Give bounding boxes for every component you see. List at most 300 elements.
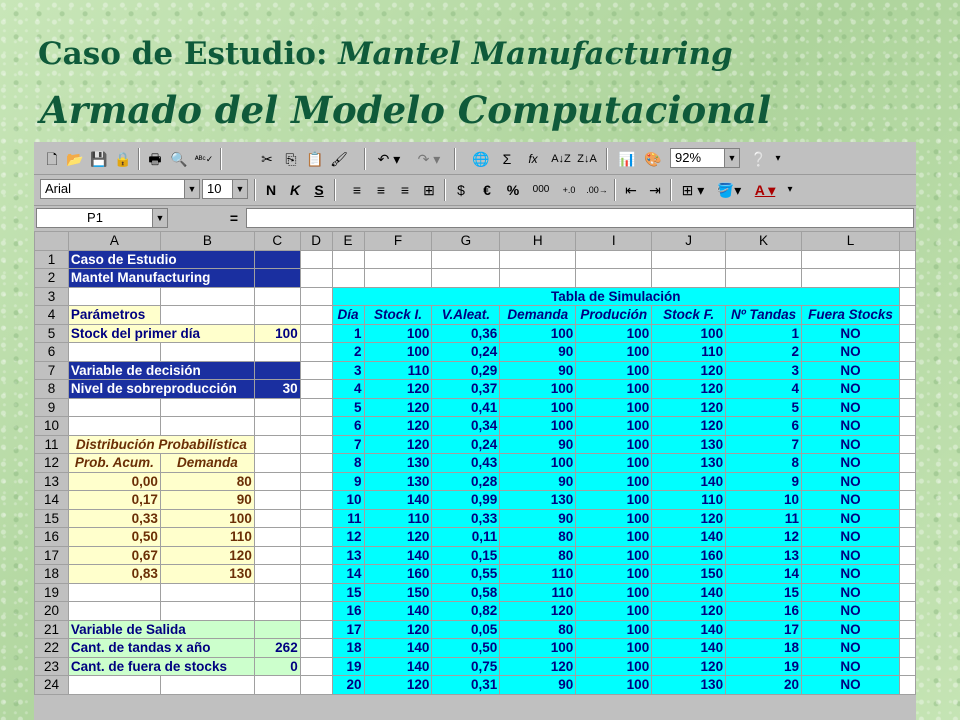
cell[interactable] xyxy=(160,583,254,602)
cell[interactable] xyxy=(300,602,332,621)
cell[interactable] xyxy=(68,583,160,602)
row-header[interactable]: 18 xyxy=(35,565,69,584)
sim-cell[interactable]: 140 xyxy=(652,639,726,658)
cell-prob-header[interactable]: Prob. Acum. xyxy=(68,454,160,473)
sim-cell[interactable]: 130 xyxy=(500,491,576,510)
sim-cell[interactable]: 130 xyxy=(652,435,726,454)
zoom-select[interactable]: 92% xyxy=(670,148,740,168)
sim-cell[interactable]: 150 xyxy=(652,565,726,584)
cell[interactable] xyxy=(652,250,726,269)
cell[interactable] xyxy=(652,269,726,288)
sort-ascending-icon[interactable]: A↓Z xyxy=(551,153,571,165)
sim-cell-fuera[interactable]: NO xyxy=(802,491,900,510)
cell-prob-acum[interactable]: 0,17 xyxy=(68,491,160,510)
cell[interactable] xyxy=(300,676,332,695)
sim-cell[interactable]: 100 xyxy=(576,398,652,417)
cell[interactable] xyxy=(254,454,300,473)
sim-cell[interactable]: 140 xyxy=(364,602,432,621)
cell[interactable] xyxy=(899,380,915,399)
sim-cell[interactable]: 120 xyxy=(652,602,726,621)
autosum-icon[interactable]: Σ xyxy=(502,151,512,167)
drawing-icon[interactable]: 🎨 xyxy=(644,151,662,167)
chevron-down-icon[interactable]: ▼ xyxy=(724,148,740,168)
cell[interactable] xyxy=(254,250,300,269)
sim-cell[interactable]: 100 xyxy=(576,324,652,343)
sim-cell[interactable]: 130 xyxy=(652,454,726,473)
sim-cell[interactable]: 100 xyxy=(576,546,652,565)
row-header[interactable]: 19 xyxy=(35,583,69,602)
sim-cell[interactable]: 120 xyxy=(364,528,432,547)
formula-input[interactable] xyxy=(246,208,914,228)
cell[interactable] xyxy=(899,509,915,528)
cell[interactable] xyxy=(300,250,332,269)
cell[interactable] xyxy=(254,546,300,565)
sim-cell[interactable]: 140 xyxy=(652,583,726,602)
cell[interactable] xyxy=(300,398,332,417)
row-header[interactable]: 6 xyxy=(35,343,69,362)
sim-cell[interactable]: 0,24 xyxy=(432,435,500,454)
cell-sobreproduccion-value[interactable]: 30 xyxy=(254,380,300,399)
permission-icon[interactable]: 🔒 xyxy=(114,151,132,167)
sim-cell[interactable]: 90 xyxy=(500,435,576,454)
sim-cell[interactable]: 100 xyxy=(576,380,652,399)
sim-cell[interactable]: 9 xyxy=(726,472,802,491)
sim-cell[interactable]: 140 xyxy=(364,491,432,510)
row-header[interactable]: 22 xyxy=(35,639,69,658)
sim-cell[interactable]: 110 xyxy=(652,491,726,510)
column-header-f[interactable]: F xyxy=(364,232,432,251)
cell[interactable] xyxy=(576,269,652,288)
cell[interactable] xyxy=(899,269,915,288)
sim-cell[interactable]: 2 xyxy=(332,343,364,362)
cell[interactable] xyxy=(254,583,300,602)
sim-cell[interactable]: 140 xyxy=(652,472,726,491)
sim-cell[interactable]: 6 xyxy=(332,417,364,436)
cell[interactable] xyxy=(300,269,332,288)
sim-cell[interactable]: 100 xyxy=(576,676,652,695)
sim-cell[interactable]: 120 xyxy=(652,509,726,528)
row-header[interactable]: 13 xyxy=(35,472,69,491)
sim-cell[interactable]: 90 xyxy=(500,343,576,362)
sim-cell[interactable]: 100 xyxy=(576,343,652,362)
align-left-icon[interactable]: ≡ xyxy=(352,182,362,198)
sim-cell[interactable]: 4 xyxy=(332,380,364,399)
sim-cell[interactable]: 80 xyxy=(500,546,576,565)
decrease-decimal-icon[interactable]: .00→ xyxy=(586,185,608,195)
cell[interactable] xyxy=(726,250,802,269)
row-header[interactable]: 1 xyxy=(35,250,69,269)
sim-cell[interactable]: 100 xyxy=(576,583,652,602)
cell[interactable] xyxy=(160,343,254,362)
column-header-g[interactable]: G xyxy=(432,232,500,251)
sim-cell[interactable]: 110 xyxy=(500,565,576,584)
sim-cell[interactable]: 160 xyxy=(652,546,726,565)
cell[interactable] xyxy=(254,435,300,454)
sim-cell[interactable]: 0,34 xyxy=(432,417,500,436)
sim-cell-fuera[interactable]: NO xyxy=(802,602,900,621)
help-icon[interactable]: ❔ xyxy=(750,151,768,167)
cell[interactable] xyxy=(254,565,300,584)
sim-cell[interactable]: 110 xyxy=(364,361,432,380)
sim-cell-fuera[interactable]: NO xyxy=(802,472,900,491)
cell[interactable] xyxy=(300,528,332,547)
cell[interactable] xyxy=(899,528,915,547)
sim-cell[interactable]: 100 xyxy=(576,417,652,436)
sim-cell[interactable]: 160 xyxy=(364,565,432,584)
sim-cell[interactable]: 10 xyxy=(726,491,802,510)
sim-cell[interactable]: 100 xyxy=(576,491,652,510)
cell[interactable] xyxy=(160,676,254,695)
font-size-select[interactable]: 10 xyxy=(202,179,248,199)
sim-cell[interactable]: 100 xyxy=(576,639,652,658)
row-header[interactable]: 10 xyxy=(35,417,69,436)
sim-cell[interactable]: 19 xyxy=(332,657,364,676)
row-header[interactable]: 11 xyxy=(35,435,69,454)
merge-center-icon[interactable]: ⊞ xyxy=(423,182,435,198)
sim-cell[interactable]: 0,31 xyxy=(432,676,500,695)
sim-cell-fuera[interactable]: NO xyxy=(802,657,900,676)
cell[interactable] xyxy=(726,269,802,288)
cell[interactable] xyxy=(899,250,915,269)
cell-decision-label[interactable]: Variable de decisión xyxy=(68,361,254,380)
cell-demanda-value[interactable]: 90 xyxy=(160,491,254,510)
insert-function-icon[interactable]: fx xyxy=(528,152,538,166)
column-header-j[interactable]: J xyxy=(652,232,726,251)
row-header[interactable]: 17 xyxy=(35,546,69,565)
align-right-icon[interactable]: ≡ xyxy=(400,182,410,198)
cell[interactable] xyxy=(254,528,300,547)
sim-cell[interactable]: 100 xyxy=(500,417,576,436)
sim-cell-fuera[interactable]: NO xyxy=(802,676,900,695)
cell[interactable] xyxy=(802,250,900,269)
format-painter-icon[interactable]: 🖌 xyxy=(330,151,348,167)
sim-cell[interactable]: 0,99 xyxy=(432,491,500,510)
sim-cell[interactable]: 120 xyxy=(500,602,576,621)
cell[interactable] xyxy=(300,287,332,306)
cell[interactable] xyxy=(899,417,915,436)
sim-cell[interactable]: 100 xyxy=(500,324,576,343)
align-center-icon[interactable]: ≡ xyxy=(376,182,386,198)
spelling-icon[interactable]: ᴬᴮᶜ✓ xyxy=(194,154,214,164)
cell[interactable] xyxy=(300,583,332,602)
increase-indent-icon[interactable]: ⇥ xyxy=(649,182,661,198)
toolbar-options-icon[interactable]: ▾ xyxy=(787,184,793,195)
sim-cell[interactable]: 0,28 xyxy=(432,472,500,491)
cell-prob-acum[interactable]: 0,67 xyxy=(68,546,160,565)
cell-parametros-label[interactable]: Parámetros xyxy=(68,306,160,325)
sim-cell-fuera[interactable]: NO xyxy=(802,583,900,602)
sim-cell[interactable]: 100 xyxy=(576,657,652,676)
sim-cell[interactable]: 100 xyxy=(576,620,652,639)
row-header[interactable]: 21 xyxy=(35,620,69,639)
cell[interactable] xyxy=(254,620,300,639)
cell-prob-acum[interactable]: 0,33 xyxy=(68,509,160,528)
row-header[interactable]: 14 xyxy=(35,491,69,510)
cell-demanda-value[interactable]: 80 xyxy=(160,472,254,491)
sim-cell[interactable]: 100 xyxy=(576,528,652,547)
sim-cell[interactable]: 1 xyxy=(726,324,802,343)
cell[interactable] xyxy=(300,454,332,473)
sim-cell-fuera[interactable]: NO xyxy=(802,417,900,436)
sim-cell[interactable]: 140 xyxy=(652,528,726,547)
sim-cell[interactable]: 100 xyxy=(500,398,576,417)
sim-cell[interactable]: 150 xyxy=(364,583,432,602)
sim-cell[interactable]: 80 xyxy=(500,528,576,547)
sim-cell[interactable]: 2 xyxy=(726,343,802,362)
decrease-indent-icon[interactable]: ⇤ xyxy=(625,182,637,198)
row-header[interactable]: 15 xyxy=(35,509,69,528)
cell-prob-acum[interactable]: 0,83 xyxy=(68,565,160,584)
sim-cell[interactable]: 15 xyxy=(726,583,802,602)
cell-prob-acum[interactable]: 0,50 xyxy=(68,528,160,547)
sim-cell[interactable]: 0,50 xyxy=(432,639,500,658)
row-header[interactable]: 2 xyxy=(35,269,69,288)
sim-cell[interactable]: 3 xyxy=(726,361,802,380)
sim-cell[interactable]: 0,82 xyxy=(432,602,500,621)
cell-stock-value[interactable]: 100 xyxy=(254,324,300,343)
sim-cell-fuera[interactable]: NO xyxy=(802,528,900,547)
cell[interactable] xyxy=(899,602,915,621)
column-header-b[interactable]: B xyxy=(160,232,254,251)
sim-cell[interactable]: 130 xyxy=(652,676,726,695)
sim-cell[interactable]: 0,43 xyxy=(432,454,500,473)
row-header[interactable]: 9 xyxy=(35,398,69,417)
cell[interactable] xyxy=(332,269,364,288)
sim-cell-fuera[interactable]: NO xyxy=(802,546,900,565)
cell[interactable] xyxy=(68,417,160,436)
row-header[interactable]: 16 xyxy=(35,528,69,547)
cell[interactable] xyxy=(899,491,915,510)
cell-demanda-value[interactable]: 120 xyxy=(160,546,254,565)
cell[interactable] xyxy=(254,306,300,325)
sim-cell-fuera[interactable]: NO xyxy=(802,343,900,362)
chart-wizard-icon[interactable]: 📊 xyxy=(618,151,636,167)
sim-cell[interactable]: 0,15 xyxy=(432,546,500,565)
sim-cell[interactable]: 7 xyxy=(726,435,802,454)
hyperlink-globe-icon[interactable]: 🌐 xyxy=(472,151,490,167)
sim-cell[interactable]: 14 xyxy=(332,565,364,584)
cell[interactable] xyxy=(254,287,300,306)
sim-cell[interactable]: 120 xyxy=(364,435,432,454)
cell[interactable] xyxy=(802,269,900,288)
percent-style-icon[interactable]: % xyxy=(506,182,520,198)
chevron-down-icon[interactable]: ▼ xyxy=(232,179,248,199)
print-icon[interactable]: 🖶 xyxy=(148,151,162,167)
cell-fuera-label[interactable]: Cant. de fuera de stocks xyxy=(68,657,254,676)
sim-cell[interactable]: 110 xyxy=(652,343,726,362)
sim-cell[interactable]: 100 xyxy=(576,472,652,491)
sim-cell-fuera[interactable]: NO xyxy=(802,454,900,473)
sim-cell[interactable]: 13 xyxy=(332,546,364,565)
sim-cell-fuera[interactable]: NO xyxy=(802,620,900,639)
column-header-l[interactable]: L xyxy=(802,232,900,251)
sim-cell[interactable]: 100 xyxy=(500,454,576,473)
sim-cell[interactable]: 0,58 xyxy=(432,583,500,602)
row-header[interactable]: 24 xyxy=(35,676,69,695)
row-header[interactable]: 5 xyxy=(35,324,69,343)
toolbar-options-icon[interactable]: ▾ xyxy=(775,153,781,164)
sim-cell[interactable]: 0,36 xyxy=(432,324,500,343)
cell[interactable] xyxy=(300,472,332,491)
row-header[interactable]: 8 xyxy=(35,380,69,399)
sim-cell[interactable]: 120 xyxy=(652,417,726,436)
cell[interactable] xyxy=(254,602,300,621)
sim-cell[interactable]: 130 xyxy=(364,472,432,491)
cell[interactable] xyxy=(576,250,652,269)
sim-cell[interactable]: 12 xyxy=(332,528,364,547)
cell[interactable] xyxy=(899,435,915,454)
sim-cell-fuera[interactable]: NO xyxy=(802,398,900,417)
cell[interactable] xyxy=(300,435,332,454)
sim-cell[interactable]: 100 xyxy=(500,380,576,399)
cell[interactable] xyxy=(300,620,332,639)
sim-cell[interactable]: 6 xyxy=(726,417,802,436)
cell-subtitle[interactable]: Mantel Manufacturing xyxy=(68,269,254,288)
bold-button[interactable]: N xyxy=(265,182,277,198)
cell-sobreproduccion-label[interactable]: Nivel de sobreproducción xyxy=(68,380,254,399)
sim-cell[interactable]: 0,29 xyxy=(432,361,500,380)
sim-cell[interactable]: 8 xyxy=(332,454,364,473)
sim-cell[interactable]: 4 xyxy=(726,380,802,399)
sim-cell[interactable]: 0,33 xyxy=(432,509,500,528)
cell-tandas-label[interactable]: Cant. de tandas x año xyxy=(68,639,254,658)
sim-cell[interactable]: 120 xyxy=(364,380,432,399)
cell-fuera-value[interactable]: 0 xyxy=(254,657,300,676)
sim-cell[interactable]: 120 xyxy=(652,657,726,676)
sim-cell[interactable]: 140 xyxy=(364,657,432,676)
cell[interactable] xyxy=(68,398,160,417)
sim-cell[interactable]: 110 xyxy=(500,583,576,602)
cell[interactable] xyxy=(899,546,915,565)
sim-cell[interactable]: 11 xyxy=(332,509,364,528)
sim-cell[interactable]: 17 xyxy=(332,620,364,639)
sim-cell[interactable]: 140 xyxy=(364,639,432,658)
sim-cell[interactable]: 120 xyxy=(500,657,576,676)
cell[interactable] xyxy=(160,398,254,417)
row-header[interactable]: 12 xyxy=(35,454,69,473)
row-header[interactable]: 20 xyxy=(35,602,69,621)
sim-cell[interactable]: 18 xyxy=(726,639,802,658)
sim-cell[interactable]: 120 xyxy=(364,620,432,639)
sim-cell-fuera[interactable]: NO xyxy=(802,639,900,658)
cell[interactable] xyxy=(300,657,332,676)
name-box[interactable]: P1 xyxy=(36,208,154,228)
column-header-a[interactable]: A xyxy=(68,232,160,251)
cell-distribucion-label[interactable]: Distribución Probabilística xyxy=(68,435,254,454)
cell[interactable] xyxy=(899,398,915,417)
sim-cell[interactable]: 140 xyxy=(364,546,432,565)
font-color-icon[interactable]: A ▾ xyxy=(754,182,776,198)
sim-cell[interactable]: 20 xyxy=(332,676,364,695)
cell-title[interactable]: Caso de Estudio xyxy=(68,250,254,269)
column-header-d[interactable]: D xyxy=(300,232,332,251)
cell[interactable] xyxy=(300,546,332,565)
cell[interactable] xyxy=(300,417,332,436)
new-file-icon[interactable]: 🗋 xyxy=(46,151,58,167)
sim-cell[interactable]: 120 xyxy=(364,398,432,417)
sim-cell[interactable]: 5 xyxy=(332,398,364,417)
cell[interactable] xyxy=(899,657,915,676)
sim-cell[interactable]: 17 xyxy=(726,620,802,639)
sim-cell[interactable]: 5 xyxy=(726,398,802,417)
sim-cell[interactable]: 0,41 xyxy=(432,398,500,417)
sim-cell[interactable]: 0,11 xyxy=(432,528,500,547)
cell[interactable] xyxy=(899,565,915,584)
sim-cell-fuera[interactable]: NO xyxy=(802,565,900,584)
cell[interactable] xyxy=(899,472,915,491)
sim-cell[interactable]: 0,75 xyxy=(432,657,500,676)
cell[interactable] xyxy=(68,287,160,306)
sim-cell[interactable]: 90 xyxy=(500,472,576,491)
select-all-corner[interactable] xyxy=(35,232,69,251)
sim-cell[interactable]: 20 xyxy=(726,676,802,695)
sim-cell[interactable]: 10 xyxy=(332,491,364,510)
cell[interactable] xyxy=(364,269,432,288)
sim-cell[interactable]: 130 xyxy=(364,454,432,473)
sim-cell-fuera[interactable]: NO xyxy=(802,509,900,528)
cell[interactable] xyxy=(899,583,915,602)
save-icon[interactable]: 💾 xyxy=(90,151,108,167)
euro-icon[interactable]: € xyxy=(483,182,491,198)
sim-cell[interactable]: 16 xyxy=(332,602,364,621)
cell[interactable] xyxy=(254,491,300,510)
sim-cell[interactable]: 90 xyxy=(500,361,576,380)
cell[interactable] xyxy=(332,250,364,269)
cell[interactable] xyxy=(899,676,915,695)
sim-cell[interactable]: 100 xyxy=(576,565,652,584)
cell[interactable] xyxy=(254,269,300,288)
undo-icon[interactable]: ↶ ▾ xyxy=(377,151,401,167)
comma-style-icon[interactable]: 000 xyxy=(532,184,550,195)
column-header-k[interactable]: K xyxy=(726,232,802,251)
cell[interactable] xyxy=(160,306,254,325)
cell[interactable] xyxy=(899,306,915,325)
sim-cell[interactable]: 100 xyxy=(576,509,652,528)
row-header[interactable]: 3 xyxy=(35,287,69,306)
sim-cell[interactable]: 120 xyxy=(652,398,726,417)
sim-cell[interactable]: 120 xyxy=(652,380,726,399)
cell[interactable] xyxy=(899,361,915,380)
column-header-c[interactable]: C xyxy=(254,232,300,251)
cell[interactable] xyxy=(300,324,332,343)
sim-cell[interactable]: 120 xyxy=(364,676,432,695)
copy-icon[interactable]: ⎘ xyxy=(285,151,297,167)
sim-cell[interactable]: 100 xyxy=(576,435,652,454)
sim-cell[interactable]: 100 xyxy=(576,361,652,380)
cell[interactable] xyxy=(254,417,300,436)
column-header-e[interactable]: E xyxy=(332,232,364,251)
row-header[interactable]: 4 xyxy=(35,306,69,325)
sim-cell[interactable]: 3 xyxy=(332,361,364,380)
sim-cell[interactable]: 80 xyxy=(500,620,576,639)
cell[interactable] xyxy=(254,676,300,695)
cell[interactable] xyxy=(899,343,915,362)
sim-cell-fuera[interactable]: NO xyxy=(802,361,900,380)
cell-demanda-value[interactable]: 100 xyxy=(160,509,254,528)
cell-demanda-value[interactable]: 130 xyxy=(160,565,254,584)
sim-cell[interactable]: 100 xyxy=(500,639,576,658)
print-preview-icon[interactable]: 🔍 xyxy=(170,151,188,167)
cell[interactable] xyxy=(160,417,254,436)
font-select[interactable]: Arial xyxy=(40,179,200,199)
cell[interactable] xyxy=(899,287,915,306)
cell[interactable] xyxy=(300,343,332,362)
cell[interactable] xyxy=(254,361,300,380)
row-header[interactable]: 23 xyxy=(35,657,69,676)
cell[interactable] xyxy=(254,472,300,491)
sim-cell[interactable]: 0,24 xyxy=(432,343,500,362)
sim-cell[interactable]: 120 xyxy=(652,361,726,380)
